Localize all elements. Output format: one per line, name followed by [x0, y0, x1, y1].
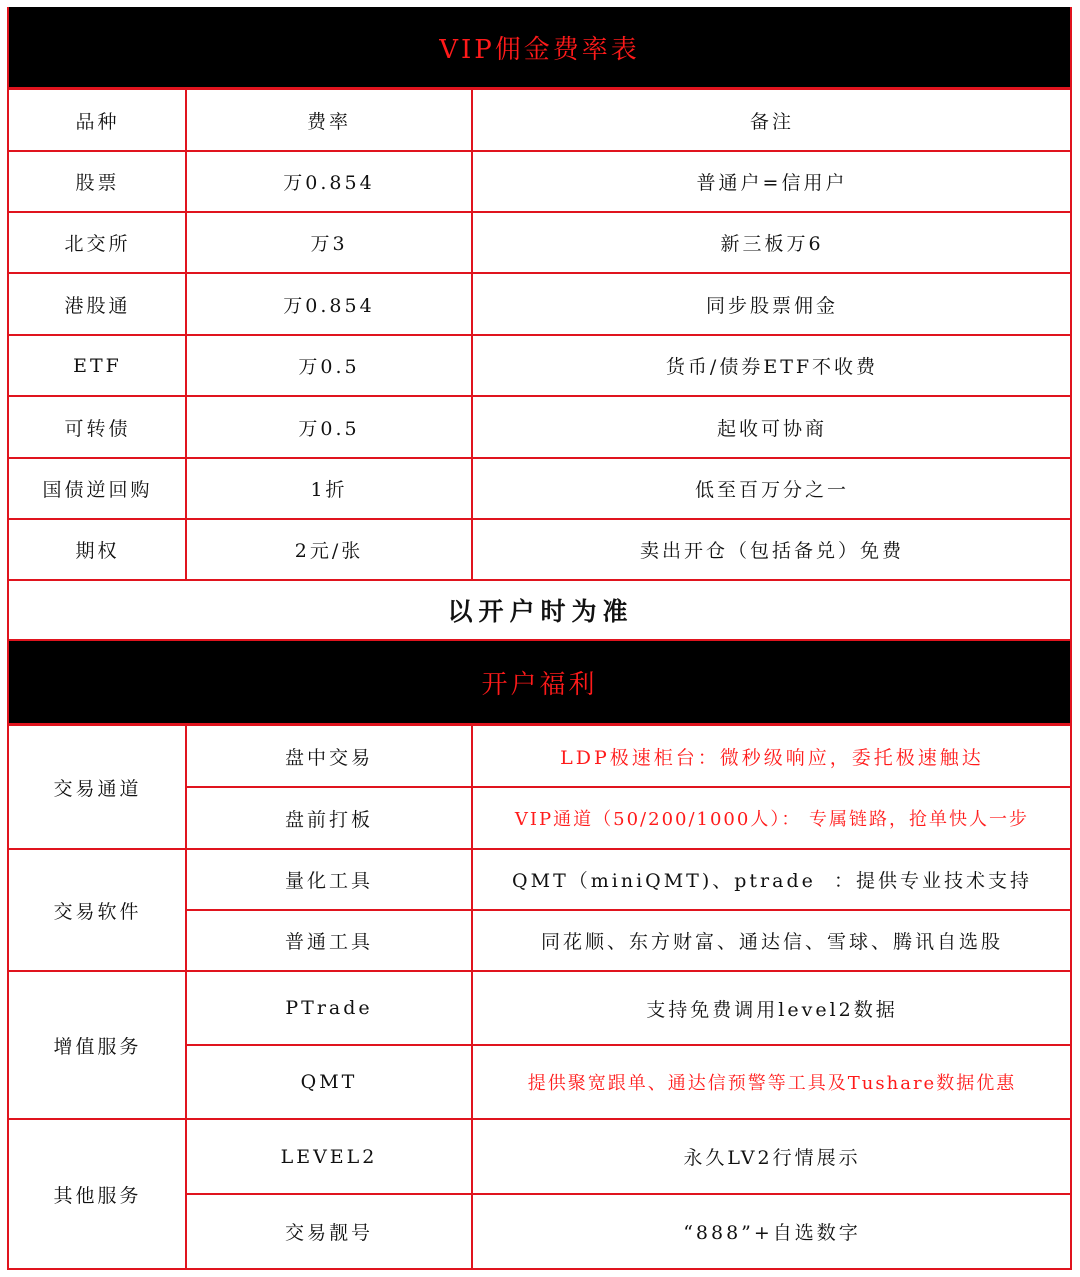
benefit-item-name: 量化工具	[284, 870, 373, 892]
benefits-title: 开户福利	[481, 669, 598, 700]
benefit-item-name: 盘前打板	[284, 808, 373, 831]
fee-row-type: 期权	[75, 540, 120, 562]
benefit-item-desc: “888”+自选数字	[683, 1222, 861, 1244]
benefit-item-name: LEVEL2	[280, 1145, 378, 1168]
fee-row-type: 港股通	[64, 294, 131, 317]
benefit-category: 其他服务	[53, 1184, 142, 1207]
column-divider	[185, 90, 187, 581]
fee-row-type: 北交所	[64, 233, 131, 255]
benefit-category: 交易通道	[53, 777, 142, 800]
fee-row-rate: 1折	[310, 479, 348, 501]
column-divider	[185, 726, 187, 1268]
header-type: 品种	[75, 111, 120, 133]
column-divider	[471, 90, 473, 581]
fee-row-type: 国债逆回购	[42, 479, 153, 501]
benefit-item-desc: 永久LV2行情展示	[683, 1147, 861, 1169]
fee-row-rate: 万0.5	[298, 417, 360, 440]
fee-row-note: 同步股票佣金	[705, 294, 838, 317]
fee-row-note: 低至百万分之一	[694, 479, 849, 501]
fee-table-title-bar	[9, 7, 1070, 90]
header-rate: 费率	[306, 111, 351, 133]
column-divider	[471, 726, 473, 1268]
fee-row-note: 卖出开仓（包括备兑）免费	[639, 540, 904, 562]
benefit-item-name: PTrade	[285, 997, 373, 1019]
fee-row-note: 货币/债券ETF不收费	[665, 356, 879, 378]
benefit-item-desc: 提供聚宽跟单、通达信预警等工具及Tushare数据优惠	[527, 1073, 1017, 1094]
benefit-item-name: 盘中交易	[284, 746, 373, 769]
fee-row-type: 可转债	[64, 417, 131, 440]
benefit-item-desc: 同花顺、东方财富、通达信、雪球、腾讯自选股	[540, 931, 1003, 953]
fee-row-note: 普通户=信用户	[696, 172, 848, 194]
fee-row-note: 新三板万6	[720, 233, 824, 255]
benefit-item-name: 普通工具	[284, 931, 373, 953]
fee-row-note: 起收可协商	[716, 417, 827, 440]
fee-row-rate: 万0.5	[298, 356, 360, 378]
benefit-item-desc: VIP通道（50/200/1000人）： 专属链路，抢单快人一步	[514, 809, 1030, 830]
fee-table-title: VIP佣金费率表	[439, 34, 640, 65]
benefit-item-desc: QMT（miniQMT)、ptrade ：提供专业技术支持	[512, 870, 1032, 892]
fee-row-rate: 2元/张	[294, 540, 364, 562]
benefit-category: 增值服务	[53, 1035, 142, 1058]
fee-row-rate: 万0.854	[283, 172, 375, 194]
benefits-title-bar	[9, 641, 1070, 726]
benefit-category: 交易软件	[53, 900, 142, 923]
fee-row-rate: 万0.854	[283, 294, 375, 317]
fee-row-rate: 万3	[310, 233, 348, 255]
benefit-item-desc: LDP极速柜台：微秒级响应，委托极速触达	[560, 746, 984, 769]
benefit-item-name: 交易靓号	[284, 1222, 373, 1244]
benefit-item-name: QMT	[300, 1071, 358, 1093]
header-note: 备注	[749, 111, 794, 133]
benefit-item-desc: 支持免费调用level2数据	[646, 998, 898, 1021]
fee-row-type: 股票	[75, 172, 120, 194]
commission-sheet	[7, 7, 1072, 1270]
fee-footer-note: 以开户时为准	[447, 597, 634, 626]
fee-row-type: ETF	[73, 354, 122, 377]
